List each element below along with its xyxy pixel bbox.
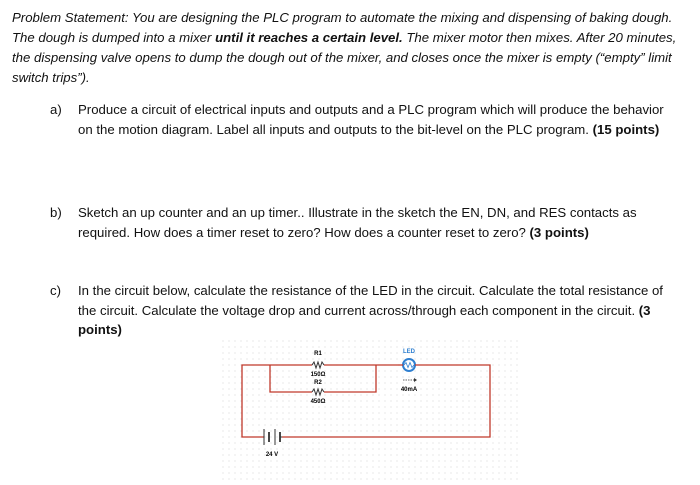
r2-label: R2: [314, 380, 322, 386]
question-letter: b): [50, 205, 62, 220]
led-label: LED: [403, 349, 415, 355]
battery-voltage: 24 V: [265, 452, 279, 458]
question-text: Produce a circuit of electrical inputs and outputs and a PLC program which will produce the behavior on the motion diagram. Label all inputs and outputs to the bit-level on the PLC program.: [78, 102, 664, 137]
question-b: [50, 203, 670, 242]
r2-value: 450Ω: [310, 399, 326, 405]
question-points: (3 points): [529, 224, 589, 240]
question-c: [50, 281, 670, 340]
problem-suffix: The mixer motor then mixes. After 20 minutes, the dispensing valve opens to dump the dough out of the mixer, and closes once the mixer is empty (“empty” limit switch trips”).: [12, 30, 677, 85]
problem-statement: [12, 8, 682, 88]
r1-label: R1: [314, 351, 322, 357]
question-a: [50, 100, 670, 139]
question-points: (3 points): [78, 302, 651, 337]
r1-value: 150Ω: [310, 372, 326, 378]
question-text: In the circuit below, calculate the resistance of the LED in the circuit. Calculate the total resistance of the circuit. Calculate the voltage drop and current across/through each component in the circuit.: [78, 283, 663, 318]
problem-emphasis: until it reaches a certain level.: [215, 30, 403, 45]
question-points: (15 points): [592, 121, 660, 137]
problem-prefix: Problem Statement: You are designing the PLC program to automate the mixing and dispensing of baking dough. The dough is dumped into a mixer: [12, 10, 673, 45]
led-current: 40mA: [400, 387, 418, 393]
circuit-diagram: [222, 340, 522, 480]
schematic-grid: [222, 340, 522, 480]
question-letter: a): [50, 102, 62, 117]
question-text: Sketch an up counter and an up timer.. Illustrate in the sketch the EN, DN, and RES contacts as required. How does a timer reset to zero? How does a counter reset to zero?: [78, 205, 637, 240]
question-letter: c): [50, 283, 61, 298]
